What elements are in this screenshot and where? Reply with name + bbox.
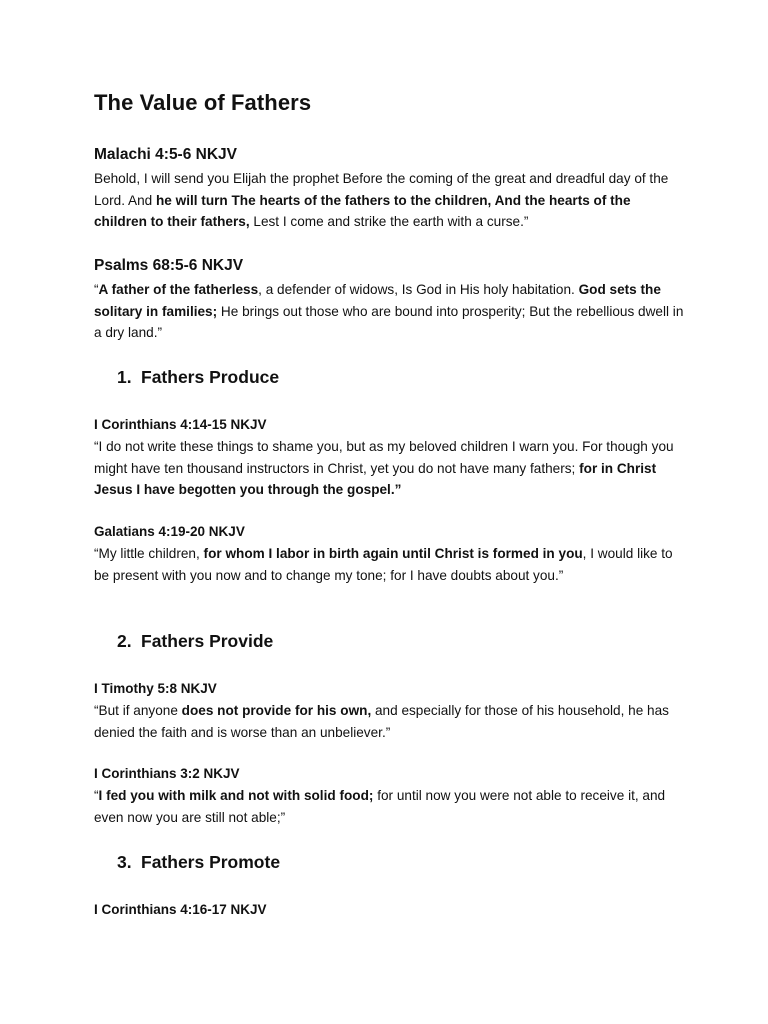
timothy-text-2: and especially for those of his household, he has denied the faith and is worse than an unbeliever.” [94,703,669,740]
section-2-heading [117,631,273,652]
timothy-text-1: “But if anyone [94,703,182,718]
galatians-reference: Galatians 4:19-20 NKJV [94,524,245,539]
section-3-heading [117,852,280,873]
section-2-title: Fathers Provide [141,631,274,651]
malachi-text-2: Lest I come and strike the earth with a curse.” [249,214,529,230]
psalms-text-1: , a defender of widows, Is God in His holy habitation. [258,282,579,297]
malachi-reference: Malachi 4:5-6 NKJV [94,146,237,163]
corinthians-4-14-verse [94,436,684,501]
corinthians-4-14-bold: for in Christ Jesus I have begotten you through the gospel.” [94,460,657,498]
psalms-reference: Psalms 68:5-6 NKJV [94,257,244,274]
section-1-title: Fathers Produce [141,367,280,387]
corinthians-3-2-text: for until now you were not able to receive it, and even now you are still not able;” [94,788,666,825]
page-title: The Value of Fathers [94,90,312,115]
psalms-verse [94,279,684,344]
section-2-number: 2. [117,631,132,651]
psalms-bold-1: A father of the fatherless [98,282,259,297]
timothy-reference: I Timothy 5:8 NKJV [94,681,217,696]
corinthians-4-14-text: “I do not write these things to shame you, but as my beloved children I warn you. For though you might have ten thousand instructors in Christ, yet you do not have many fathers; [94,439,674,476]
galatians-verse [94,543,684,586]
galatians-text-2: , I would like to be present with you now and to change my tone; for I have doubts about you.” [94,546,673,583]
malachi-text-1: Behold, I will send you Elijah the prophet Before the coming of the great and dreadful day of the Lord. And [94,171,669,208]
section-1-number: 1. [117,367,132,387]
corinthians-4-14-reference: I Corinthians 4:14-15 NKJV [94,417,267,432]
section-1-heading [117,367,279,388]
section-3-title: Fathers Promote [141,852,281,872]
galatians-bold: for whom I labor in birth again until Christ is formed in you [203,546,583,561]
corinthians-3-2-reference: I Corinthians 3:2 NKJV [94,766,240,781]
psalms-bold-2: God sets the solitary in families; [94,282,661,319]
galatians-text-1: “My little children, [94,546,204,561]
timothy-verse [94,700,684,743]
malachi-bold-1: he will turn The hearts of the fathers to the children, And the hearts of the children to their fathers, [94,192,631,230]
timothy-bold: does not provide for his own, [181,703,372,718]
psalms-quote-open: “ [94,282,99,297]
malachi-verse [94,168,684,233]
corinthians-3-2-quote-open: “ [94,788,99,803]
corinthians-4-16-reference: I Corinthians 4:16-17 NKJV [94,902,267,917]
psalms-text-2: He brings out those who are bound into prosperity; But the rebellious dwell in a dry land.” [94,303,684,341]
corinthians-3-2-verse [94,785,684,828]
corinthians-3-2-bold: I fed you with milk and not with solid food; [98,788,374,803]
section-3-number: 3. [117,852,132,872]
